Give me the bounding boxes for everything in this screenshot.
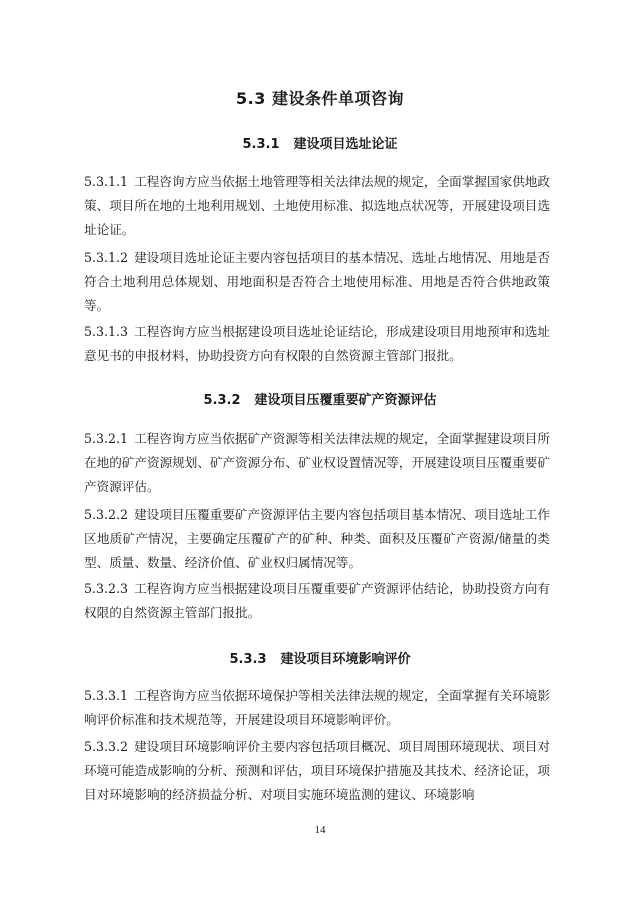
paragraph-5-3-2-1 [84,427,550,499]
section-title: 建设项目环境影响评价 [280,652,411,667]
clause-text: 工程咨询方应当依据土地管理等相关法律法规的规定，全面掌握国家供地政策、项目所在地的土地利用规划、土地使用标准、拟选地点状况等，开展建设项目选址论证。 [84,174,550,237]
clause-text: 工程咨询方应当根据建设项目选址论证结论，形成建设项目用地预审和选址意见书的申报材料，协助投资方向有权限的自然资源主管部门报批。 [84,324,550,363]
paragraph-5-3-3-1 [84,684,550,732]
clause-number: 5.3.3.1 [84,688,129,703]
clause-text: 建设项目压覆重要矿产资源评估主要内容包括项目基本情况、项目选址工作区地质矿产情况，主要确定压覆矿产的矿种、种类、面积及压覆矿产资源/储量的类型、质量、数量、经济价值、矿业权归属情况等。 [84,507,550,570]
section-title: 建设项目压覆重要矿产资源评估 [254,393,437,408]
paragraph-5-3-1-2 [84,246,550,318]
page-title: 5.3 建设条件单项咨询 [236,89,404,108]
clause-number: 5.3.1.2 [84,250,129,265]
section-number: 5.3.2 [203,393,241,408]
paragraph-5-3-1-3 [84,320,550,368]
clause-number: 5.3.3.2 [84,739,129,754]
clause-number: 5.3.2.1 [84,431,129,446]
paragraph-5-3-2-3 [84,577,550,625]
clause-text: 工程咨询方应当依据环境保护等相关法律法规的规定，全面掌握有关环境影响评价标准和技术规范等，开展建设项目环境影响评价。 [84,688,550,727]
clause-number: 5.3.2.3 [84,581,129,596]
paragraph-5-3-1-1 [84,170,550,242]
section-heading-5-3-1 [0,133,640,152]
clause-number: 5.3.2.2 [84,507,129,522]
paragraph-5-3-2-2 [84,503,550,575]
page-number: 14 [314,824,326,836]
section-heading-5-3-3 [0,648,640,667]
clause-number: 5.3.1.1 [84,174,129,189]
section-title: 建设项目选址论证 [293,137,398,152]
clause-number: 5.3.1.3 [84,324,129,339]
paragraph-5-3-3-2 [84,735,550,807]
clause-text: 建设项目环境影响评价主要内容包括项目概况、项目周围环境现状、项目对环境可能造成影响的分析、预测和评估，项目环境保护措施及其技术、经济论证，项目对环境影响的经济损益分析、对项目实施环境监测的建议、环境影响 [84,739,550,802]
clause-text: 建设项目选址论证主要内容包括项目的基本情况、选址占地情况、用地是否符合土地利用总体规划、用地面积是否符合土地使用标准、用地是否符合供地政策等。 [84,250,550,313]
section-number: 5.3.3 [229,652,267,667]
section-heading-5-3-2 [0,389,640,408]
clause-text: 工程咨询方应当根据建设项目压覆重要矿产资源评估结论，协助投资方向有权限的自然资源主管部门报批。 [84,581,550,620]
section-number: 5.3.1 [242,137,280,152]
clause-text: 工程咨询方应当依据矿产资源等相关法律法规的规定，全面掌握建设项目所在地的矿产资源规划、矿产资源分布、矿业权设置情况等，开展建设项目压覆重要矿产资源评估。 [84,431,550,494]
